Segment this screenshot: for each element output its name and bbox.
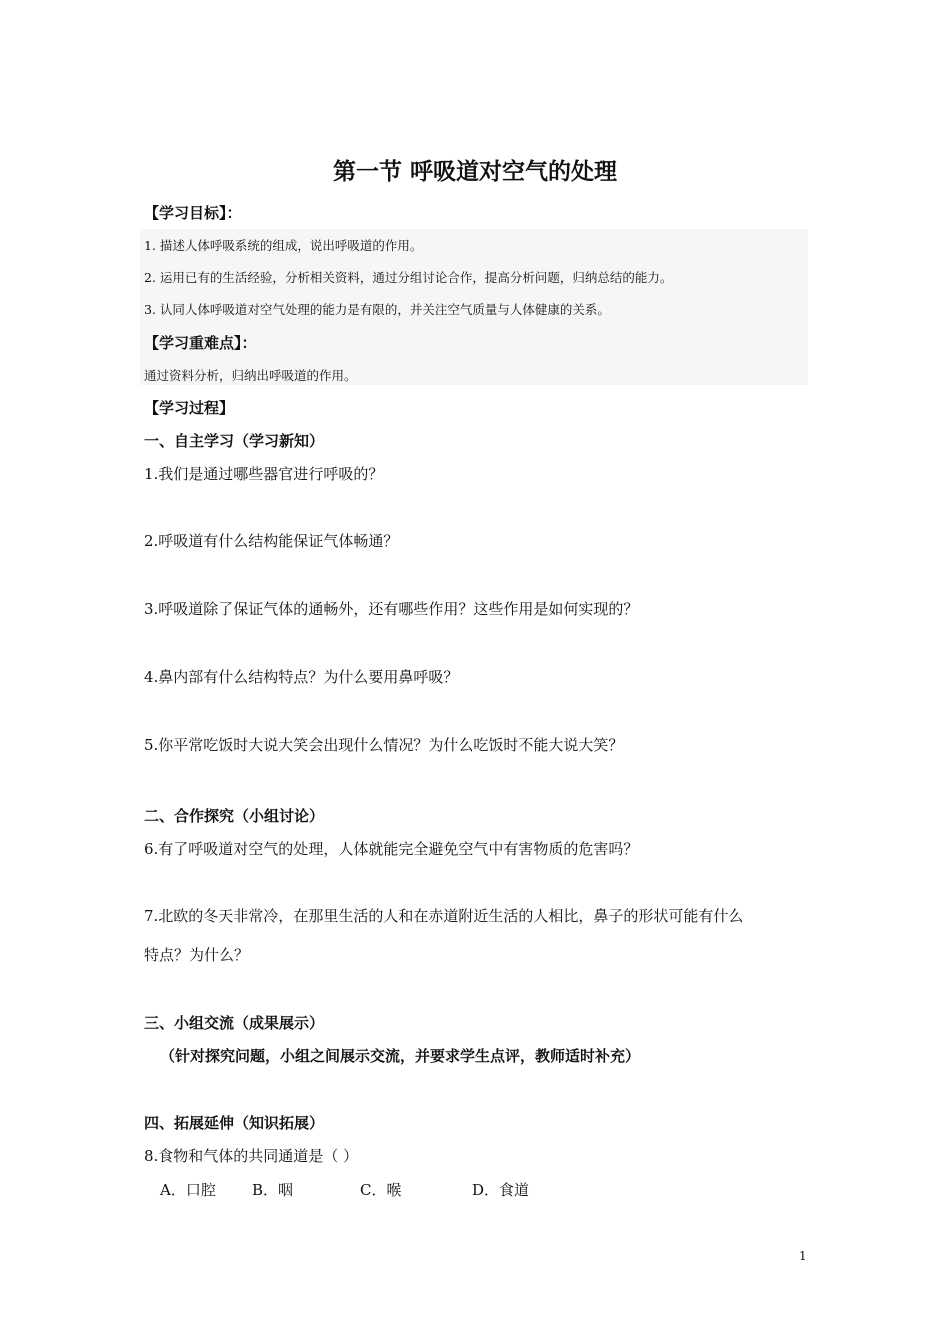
page-number: 1: [799, 1249, 807, 1263]
page-title: 第一节 呼吸道对空气的处理: [332, 158, 617, 185]
option-c: C．喉: [360, 1181, 402, 1199]
option-d: D．食道: [472, 1181, 530, 1199]
question-1: 1.我们是通过哪些器官进行呼吸的？: [144, 465, 384, 483]
question-8: 8.食物和气体的共同通道是（ ）: [144, 1147, 359, 1165]
section1-heading: 一、自主学习（学习新知）: [144, 432, 325, 450]
question-3: 3.呼吸道除了保证气体的通畅外，还有哪些作用？这些作用是如何实现的？: [144, 600, 639, 618]
question-7-line-2: 特点？为什么？: [144, 946, 250, 964]
keypoints-heading: 【学习重难点】：: [144, 334, 257, 352]
option-a: A．口腔: [160, 1181, 216, 1199]
goals-heading: 【学习目标】：: [144, 204, 242, 222]
question-7-line-1: 7.北欧的冬天非常冷，在那里生活的人和在赤道附近生活的人相比，鼻子的形状可能有什么: [144, 907, 744, 925]
goal-item-1: 1. 描述人体呼吸系统的组成，说出呼吸道的作用。: [144, 238, 423, 253]
question-2: 2.呼吸道有什么结构能保证气体畅通？: [144, 532, 399, 550]
section3-note: （针对探究问题，小组之间展示交流，并要求学生点评，教师适时补充）: [160, 1047, 641, 1065]
question-4: 4.鼻内部有什么结构特点？为什么要用鼻呼吸？: [144, 668, 459, 686]
question-6: 6.有了呼吸道对空气的处理，人体就能完全避免空气中有害物质的危害吗？: [144, 840, 639, 858]
keypoints-text: 通过资料分析，归纳出呼吸道的作用。: [144, 368, 357, 383]
process-heading: 【学习过程】: [144, 399, 235, 417]
option-b: B．咽: [252, 1181, 294, 1199]
goal-item-2: 2. 运用已有的生活经验，分析相关资料，通过分组讨论合作，提高分析问题，归纳总结的能力。: [144, 270, 673, 285]
question-5: 5.你平常吃饭时大说大笑会出现什么情况？为什么吃饭时不能大说大笑？: [144, 736, 624, 754]
section4-heading: 四、拓展延伸（知识拓展）: [144, 1114, 325, 1132]
section3-heading: 三、小组交流（成果展示）: [144, 1014, 325, 1032]
goal-item-3: 3. 认同人体呼吸道对空气处理的能力是有限的，并关注空气质量与人体健康的关系。: [144, 302, 610, 317]
section2-heading: 二、合作探究（小组讨论）: [144, 807, 325, 825]
